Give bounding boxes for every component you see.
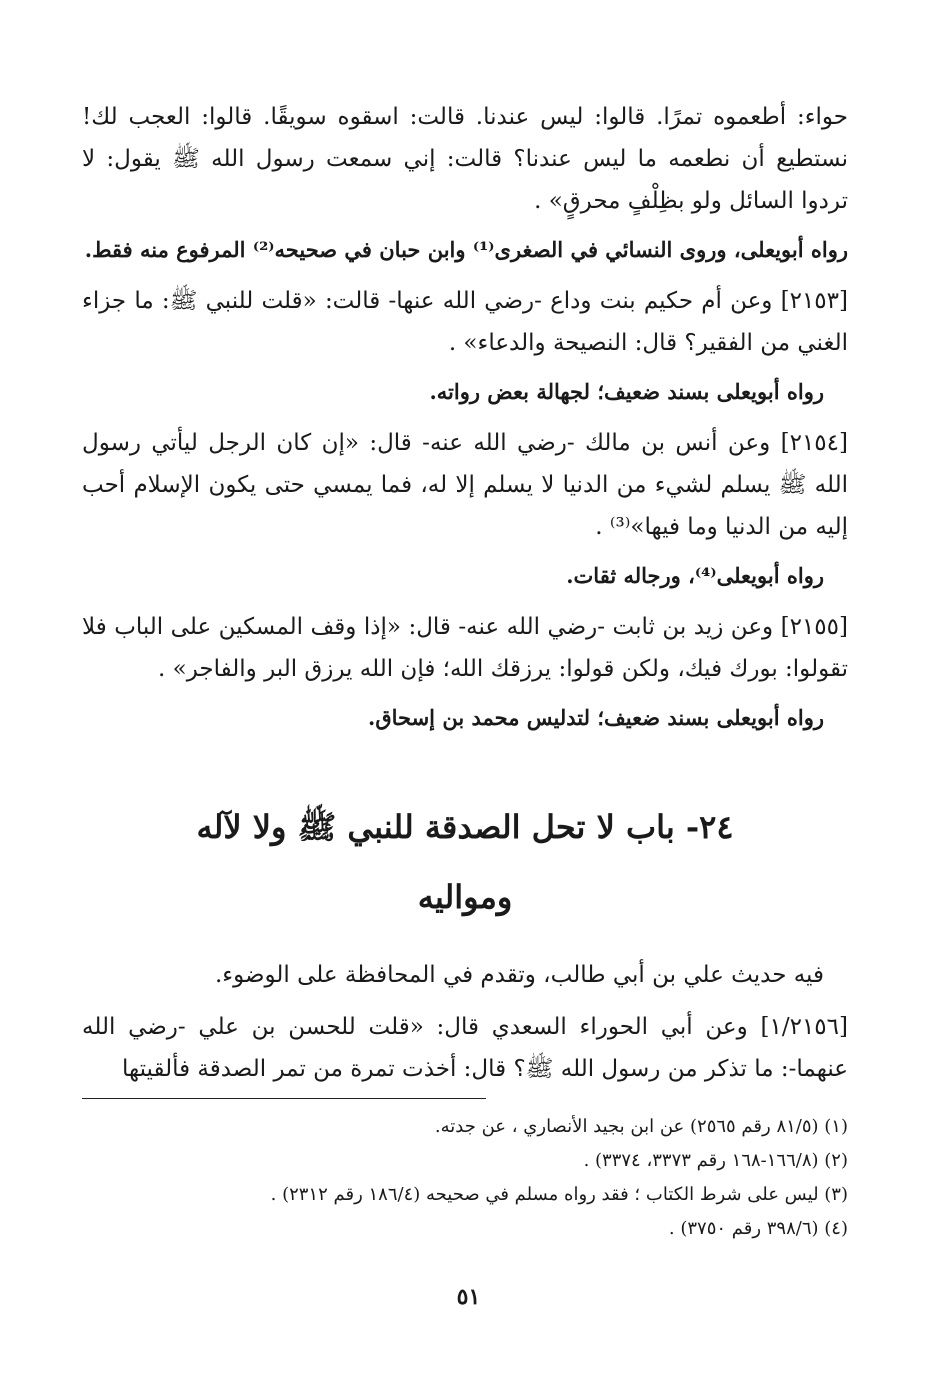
attribution-line: رواه أبويعلى بسند ضعيف؛ لجهالة بعض رواته. <box>429 379 824 404</box>
footnote-4: (٤) (٣٩٨/٦ رقم ٣٧٥٠) . <box>668 1218 848 1239</box>
chapter-intro-paragraph: فيه حديث علي بن أبي طالب، وتقدم في المحافظة على الوضوء. <box>214 962 824 988</box>
hadith-paragraph-2154: [٢١٥٤] وعن أنس بن مالك -رضي الله عنه- قال: «إن كان الرجل ليأتي رسول الله ﷺ يسلم لشيء من الدنيا لا يسلم إلا له، فما يمسي حتى يكون الإسلام أحب إليه من الدنيا وما فيها»⁽³⁾ . <box>82 430 848 540</box>
attribution-line: رواه أبويعلى بسند ضعيف؛ لتدليس محمد بن إسحاق. <box>368 705 824 730</box>
hadith-paragraph-2153: [٢١٥٣] وعن أم حكيم بنت وداع -رضي الله عنها- قالت: «قلت للنبي ﷺ: ما جزاء الغني من الفقير؟ قال: النصيحة والدعاء» . <box>82 288 848 356</box>
chapter-title-line-2: ومواليه <box>417 878 513 916</box>
hadith-paragraph-continued: حواء: أطعموه تمرًا. قالوا: ليس عندنا. قالت: اسقوه سويقًا. قالوا: العجب لك! نستطيع أن نطعمه ما ليس عندنا؟ قالت: إني سمعت رسول الله ﷺ يقول: لا تردوا السائل ولو بظِلْفٍ محرقٍ» . <box>82 104 848 214</box>
hadith-paragraph-2155: [٢١٥٥] وعن زيد بن ثابت -رضي الله عنه- قال: «إذا وقف المسكين على الباب فلا تقولوا: بورك فيك، ولكن قولوا: يرزقك الله؛ فإن الله يرزق البر والفاجر» . <box>82 614 848 682</box>
footnote-1: (١) (٨١/٥ رقم ٢٥٦٥) عن ابن بجيد الأنصاري ، عن جدته. <box>434 1116 848 1137</box>
footnote-2: (٢) (١٦٦/٨-١٦٨ رقم ٣٣٧٣، ٣٣٧٤) . <box>583 1150 848 1171</box>
footnote-3: (٣) ليس على شرط الكتاب ؛ فقد رواه مسلم في صحيحه (١٨٦/٤ رقم ٢٣١٢) . <box>270 1184 848 1205</box>
attribution-line: رواه أبويعلى، وروى النسائي في الصغرى⁽¹⁾ وابن حبان في صحيحه⁽²⁾ المرفوع منه فقط. <box>84 237 848 262</box>
hadith-paragraph-2156: [١/٢١٥٦] وعن أبي الحوراء السعدي قال: «قلت للحسن بن علي -رضي الله عنهما-: ما تذكر من رسول الله ﷺ؟ قال: أخذت تمرة من تمر الصدقة فألقيتها <box>82 1014 848 1082</box>
page-number: ٥١ <box>456 1284 481 1310</box>
page-body <box>82 96 848 1100</box>
attribution-line: رواه أبويعلى⁽⁴⁾، ورجاله ثقات. <box>566 563 824 588</box>
footnote-divider <box>82 1098 486 1099</box>
footnotes <box>82 1110 848 1246</box>
chapter-title-line-1: ٢٤- باب لا تحل الصدقة للنبي ﷺ ولا لآله <box>196 808 734 846</box>
chapter-heading <box>82 792 848 932</box>
